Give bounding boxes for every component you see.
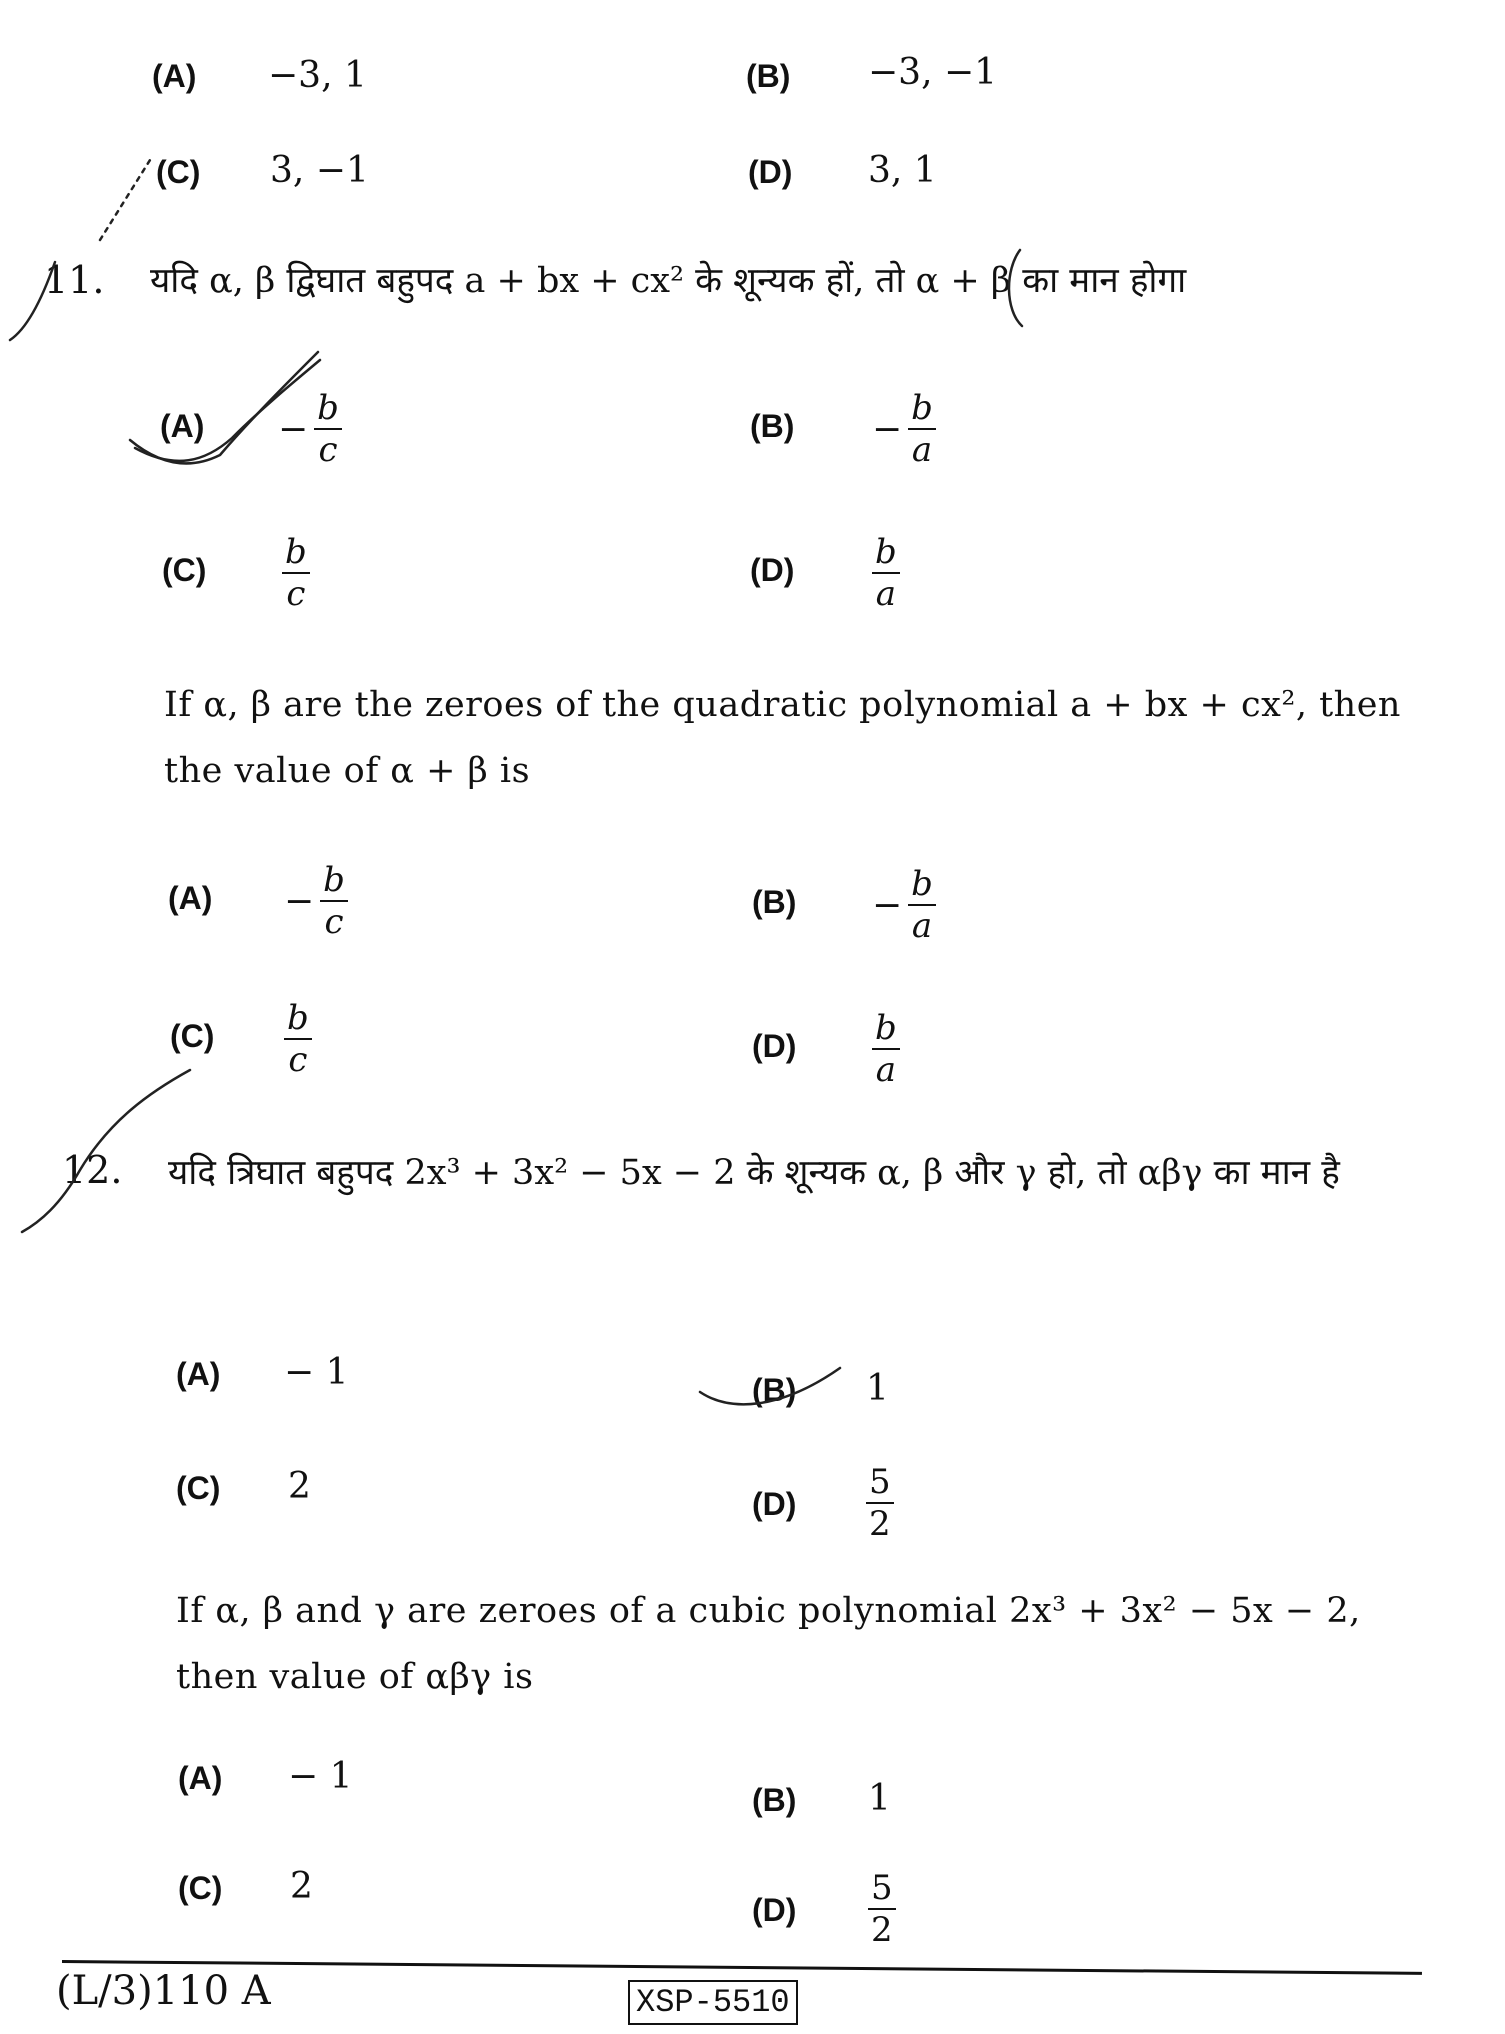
q12-english-option-a-label: (A) [178, 1760, 223, 1796]
q11-english-option-c-label: (C) [170, 1018, 215, 1054]
q10-option-a-label: (A) [152, 58, 197, 94]
q11-hindi-option-d-value: $\frac{b}{a}$ [872, 532, 900, 614]
q12-hindi-option-c-value: 2 [288, 1466, 311, 1507]
footer-paper-code: (L/3)110 A [56, 1968, 271, 2014]
q12-english-option-c-value: 2 [290, 1866, 313, 1907]
q11-hindi-option-b-value: − $\frac{b}{a}$ [872, 388, 936, 470]
q10-option-b-label: (B) [746, 58, 791, 94]
q12-hindi-option-d-label: (D) [752, 1486, 797, 1522]
q12-hindi-text: यदि त्रिघात बहुपद 2x³ + 3x² − 5x − 2 के शून्यक α, β और γ हो, तो αβγ का मान है [168, 1153, 1340, 1193]
q12-english-option-a-value: − 1 [288, 1756, 353, 1797]
q12-hindi-option-b-value: 1 [866, 1368, 889, 1409]
q10-option-d-value: 3, 1 [868, 150, 937, 191]
q11-english-option-d-label: (D) [752, 1028, 797, 1064]
q11-english-option-b-value: − $\frac{b}{a}$ [872, 864, 936, 946]
q12-hindi-option-d-value: $\frac{5}{2}$ [866, 1462, 894, 1544]
q12-number: 12. [62, 1148, 123, 1192]
q12-english-option-b-value: 1 [868, 1778, 891, 1819]
q12-hindi-option-a-label: (A) [176, 1356, 221, 1392]
q11-hindi-option-c-label: (C) [162, 552, 207, 588]
q11-hindi-option-a-label: (A) [160, 408, 205, 444]
q11-hindi-option-b-label: (B) [750, 408, 795, 444]
footer-series-code: XSP-5510 [628, 1980, 798, 2025]
q10-option-c-label: (C) [156, 154, 201, 190]
tick-mark-q10-dashes [100, 160, 150, 240]
q11-hindi-option-a-value: − $\frac{b}{c}$ [278, 388, 342, 470]
q12-english-option-b-label: (B) [752, 1782, 797, 1818]
q11-english-text: If α, β are the zeroes of the quadratic polynomial a + bx + cx², then the value of α + β is [164, 685, 1401, 791]
q11-english-option-b-label: (B) [752, 884, 797, 920]
q10-option-d-label: (D) [748, 154, 793, 190]
q11-english-option-c-value: $\frac{b}{c}$ [284, 998, 312, 1080]
q11-hindi-option-c-value: $\frac{b}{c}$ [282, 532, 310, 614]
q11-number: 11. [44, 258, 105, 302]
q11-hindi-text: यदि α, β द्विघात बहुपद a + bx + cx² के शून्यक हों, तो α + β का मान होगा [150, 261, 1187, 301]
q12-english-option-c-label: (C) [178, 1870, 223, 1906]
q12-english-option-d-label: (D) [752, 1892, 797, 1928]
q11-english-option-a-value: − $\frac{b}{c}$ [284, 860, 348, 942]
q11-english-option-d-value: $\frac{b}{a}$ [872, 1008, 900, 1090]
q12-hindi-option-c-label: (C) [176, 1470, 221, 1506]
q12-hindi-option-a-value: − 1 [284, 1352, 349, 1393]
q11-english-option-a-label: (A) [168, 880, 213, 916]
q12-english-option-d-value: $\frac{5}{2}$ [868, 1868, 896, 1950]
q10-option-a-value: −3, 1 [268, 55, 367, 96]
q12-english-text: If α, β and γ are zeroes of a cubic polynomial 2x³ + 3x² − 5x − 2, then value of αβγ is [176, 1591, 1361, 1697]
q10-option-b-value: −3, −1 [868, 52, 998, 93]
q11-hindi-option-d-label: (D) [750, 552, 795, 588]
q10-option-c-value: 3, −1 [270, 150, 369, 191]
q12-hindi-option-b-label: (B) [752, 1372, 797, 1408]
